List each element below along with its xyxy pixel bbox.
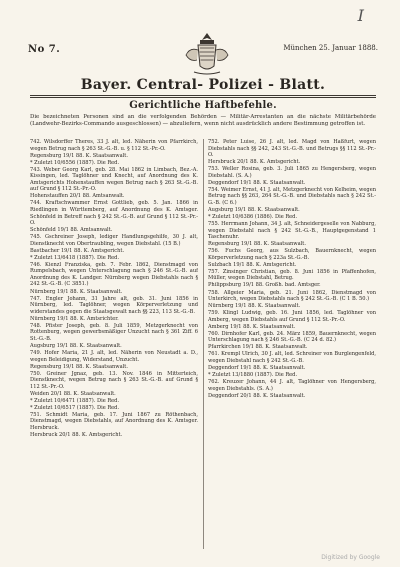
entry: * Zuletzt 10/6386 (1886). Die Red. bbox=[208, 214, 298, 221]
entry: Weiden 20/1 88. K. Staatsanwalt. bbox=[30, 390, 116, 397]
entry: 752. Peter Luise, 26 J. alt, led. Magd von Haßfurt, wegen Diebstahls nach §§ 242, 243 St.-G.-B. und Betrugs §§ 112 St.-Pr.-O. bbox=[208, 139, 376, 159]
entry: Hersbruck 20/1 88. K. Amtsgericht. bbox=[208, 159, 301, 166]
entry: 756. Fuchs Georg, aus Sulzbach, Bauernknecht, wegen Körperverletzung nach § 223a St.-G.-B. bbox=[208, 248, 376, 261]
entry: Deggendorf 20/1 88. K. Staatsanwalt. bbox=[208, 392, 306, 399]
entry: Deggendorf 19/1 88. K. Staatsanwalt. bbox=[208, 365, 306, 372]
masthead-rule bbox=[30, 95, 376, 96]
entry: 762. Kreuzer Johann, 44 J. alt, Taglöhner von Hengersberg, wegen Diebstahls. (S. A.) bbox=[208, 379, 376, 392]
right-column bbox=[208, 139, 376, 554]
entry: Sulzbach 19/1 88. K. Amtsgericht. bbox=[208, 261, 297, 268]
handwritten-page-mark: I bbox=[357, 6, 364, 25]
entry: 746. Kienzl Franziska, geb. 7. Febr. 1862, Dienstmagd von Rumpelsbach, wegen Unterschlagung nach § 246 St.-G.-B. auf Anordnung des K. Landger. Nürnberg wegen Diebstahls nach § 242 St.-G.-B. (C 3851.) bbox=[30, 261, 198, 288]
entry: Nürnberg 19/1 88. K. Staatsanwalt. bbox=[30, 288, 123, 295]
entry: * Zuletzt 13/1880 (1887). Die Red. bbox=[208, 372, 298, 379]
entry: * Zuletzt 10/6471 (1887). Die Red. bbox=[30, 397, 120, 404]
entry: Bastbacher 19/1 88. K. Amtsgericht. bbox=[30, 247, 125, 254]
entry: Deggendorf 19/1 88. K. Staatsanwalt. bbox=[208, 179, 306, 186]
entry: 743. Weber Georg Karl, geb. 28. Mai 1862 in Limbach, Bez.-A. Kissingen, led. Taglöhner und Knecht, auf Anordnung des K. Amtsgerichts Hohenstauffen wegen Betrug nach § 263 St.-G.-B. auf Grund § 112 St.-Pr.-O. bbox=[30, 166, 198, 193]
entry: * Zuletzt 10/6517 (1887). Die Red. bbox=[30, 404, 120, 411]
digitization-watermark: Digitized by Google bbox=[321, 554, 380, 561]
entry: Augsburg 19/1 88. K. Staatsanwalt. bbox=[208, 206, 300, 213]
entry: 744. Kraftschwammer Ernst Gottlieb, geb. 5. Jan. 1866 in Riedlingen in Württemberg, auf Anordnung des K. Amtsger. Schönfeld in Betreff nach § 242 St.-G.-B. auf Grund § 112 St.-Pr.-O. bbox=[30, 200, 198, 227]
royal-crest-icon bbox=[178, 28, 236, 78]
dateline: München 25. Januar 1888. bbox=[283, 44, 378, 52]
entry: Philippsburg 19/1 88. Großh. bad. Amtsger. bbox=[208, 282, 321, 289]
entry: 761. Krempl Ulrich, 30 J. alt, led. Schreiner von Burglengenfeld, wegen Diebstahl nach § 242 St.-G.-B. bbox=[208, 351, 376, 364]
entry: Augsburg 19/1 88. K. Staatsanwalt. bbox=[30, 342, 122, 349]
entry: Hohenstauffen 20/1 88. Amtsanwalt. bbox=[30, 193, 125, 200]
entry: 745. Gschreiner Joseph, lediger Handlungsgehilfe, 30 J. alt, Dienstknecht von Obertraubling, wegen Diebstahl. (15 B.) bbox=[30, 234, 198, 247]
entry: * Zuletzt 10/6556 (1887). Die Red. bbox=[30, 159, 120, 166]
entry: Regensburg 19/1 88. K. Staatsanwalt. bbox=[208, 241, 306, 248]
masthead-title: Bayer. Central- Polizei - Blatt. bbox=[80, 77, 326, 93]
entry: * Zuletzt 13/6418 (1887). Die Red. bbox=[30, 254, 120, 261]
intro-paragraph: Die bezeichneten Personen sind an die verfolgenden Behörden — Militär-Arrestanten an die nächste Militärbehörde (Landwehr-Bezirks-Commando ausgeschlossen) — abzuliefern, wenn nicht ausdrücklich andere Bestimmung getroffen ist. bbox=[30, 114, 376, 127]
entry: Nürnberg 19/1 88. K. Staatsanwalt. bbox=[208, 303, 301, 310]
entry: Hersbruck 20/1 88. K. Amtsgericht. bbox=[30, 432, 123, 439]
entry: Regensburg 19/1 88. K. Staatsanwalt. bbox=[30, 152, 128, 159]
left-column bbox=[30, 139, 198, 554]
entry: Schönfeld 19/1 88. Amtsanwalt. bbox=[30, 227, 113, 234]
entry: 747. Engler Johann, 31 Jahre alt, geb. 31. Juni 1856 in Nürnberg, led. Taglöhner, wegen Körperverletzung und widerstandes gegen die Staatsgewalt nach §§ 223, 113 St.-G.-B. bbox=[30, 295, 198, 315]
entry: 759. Klingl Ludwig, geb. 16. Juni 1856, led. Taglöhner von Amberg, wegen Diebstahls auf Grund § 112 St.-Pr.-O. bbox=[208, 310, 376, 323]
entry: Pfarrkirchen 19/1 88. K. Staatsanwalt. bbox=[208, 344, 308, 351]
issue-number: No 7. bbox=[28, 44, 61, 55]
entry: 750. Greiner Jgnaz, geb. 13. Nov. 1846 in Mitterteich, Dienstknecht, wegen Betrug nach § 263 St.-G.-B. auf Grund § 112 St.-Pr.-O. bbox=[30, 370, 198, 390]
entry: 749. Hofer Maria, 21 J. alt, led. Näherin von Neustadt a. D., wegen Beleidigung, Widerstand, Unzucht. bbox=[30, 349, 198, 363]
entry: 753. Weller Rosina, geb. 3. Juli 1865 zu Hengersberg, wegen Diebstahl. (S. A.) bbox=[208, 166, 376, 179]
entry: 758. Allgeier Maria, geb. 21. Juni 1862, Dienstmagd von Unterkirch, wegen Diebstahls nach § 242 St.-G.-B. (C 1 B. 50.) bbox=[208, 289, 376, 303]
entry: 757. Zinsinger Christian, geb. 8. Juni 1856 in Pfaffenhofen, Müller, wegen Diebstahl, Betrug. bbox=[208, 268, 376, 282]
entry: 751. Schmidt Maria, geb. 17. Juni 1867 zu Röthenbach, Dienstmagd, wegen Diebstahls, auf Anordnung des K. Amtsger. Hersbruck. bbox=[30, 411, 198, 431]
entry: 748. Pfister Joseph, geb. 8. Juli 1859, Metzgerknecht von Rottenburg, wegen gewerbsmäßiger Unzucht nach § 361 Ziff. 6 St.-G.-B. bbox=[30, 322, 198, 342]
entry: 760. Dirnhofer Karl, geb. 24. März 1859, Bauernknecht, wegen Unterschlagung nach § 246 St.-G.-B. (C 24 d. 82.) bbox=[208, 330, 376, 344]
masthead-rule bbox=[30, 97, 376, 98]
entry: Nürnberg 19/1 88. K. Amtsrichter. bbox=[30, 315, 119, 322]
header-row bbox=[28, 36, 378, 76]
entry: 742. Wilsdorffer Theres, 33 J. alt, led. Näherin von Pfarrkirch, wegen Betrug nach § 263 St.-G.-B. u. § 112 St.-Pr.-O. bbox=[30, 139, 198, 152]
column-divider bbox=[203, 139, 204, 549]
entry: 754. Weimer Ernst, 41 J. alt, Metzgerknecht von Kelheim, wegen Betrug nach §§ 263, 264 St.-G.-B. und Diebstahls nach § 242 St.-G.-B. (C 6.) bbox=[208, 186, 376, 206]
section-title: Gerichtliche Haftbefehle. bbox=[129, 100, 277, 111]
entry: Amberg 19/1 88. K. Staatsanwalt. bbox=[208, 323, 296, 330]
entry: Regensburg 19/1 88. K. Staatsanwalt. bbox=[30, 363, 128, 370]
entry: 755. Herrmann Johann, 34 J. alt, Schneidergeselle von Nabburg, wegen Diebstahl nach § 242 St.-G.-B., Hauptgegenstand 1 Taschenuhr. bbox=[208, 221, 376, 241]
